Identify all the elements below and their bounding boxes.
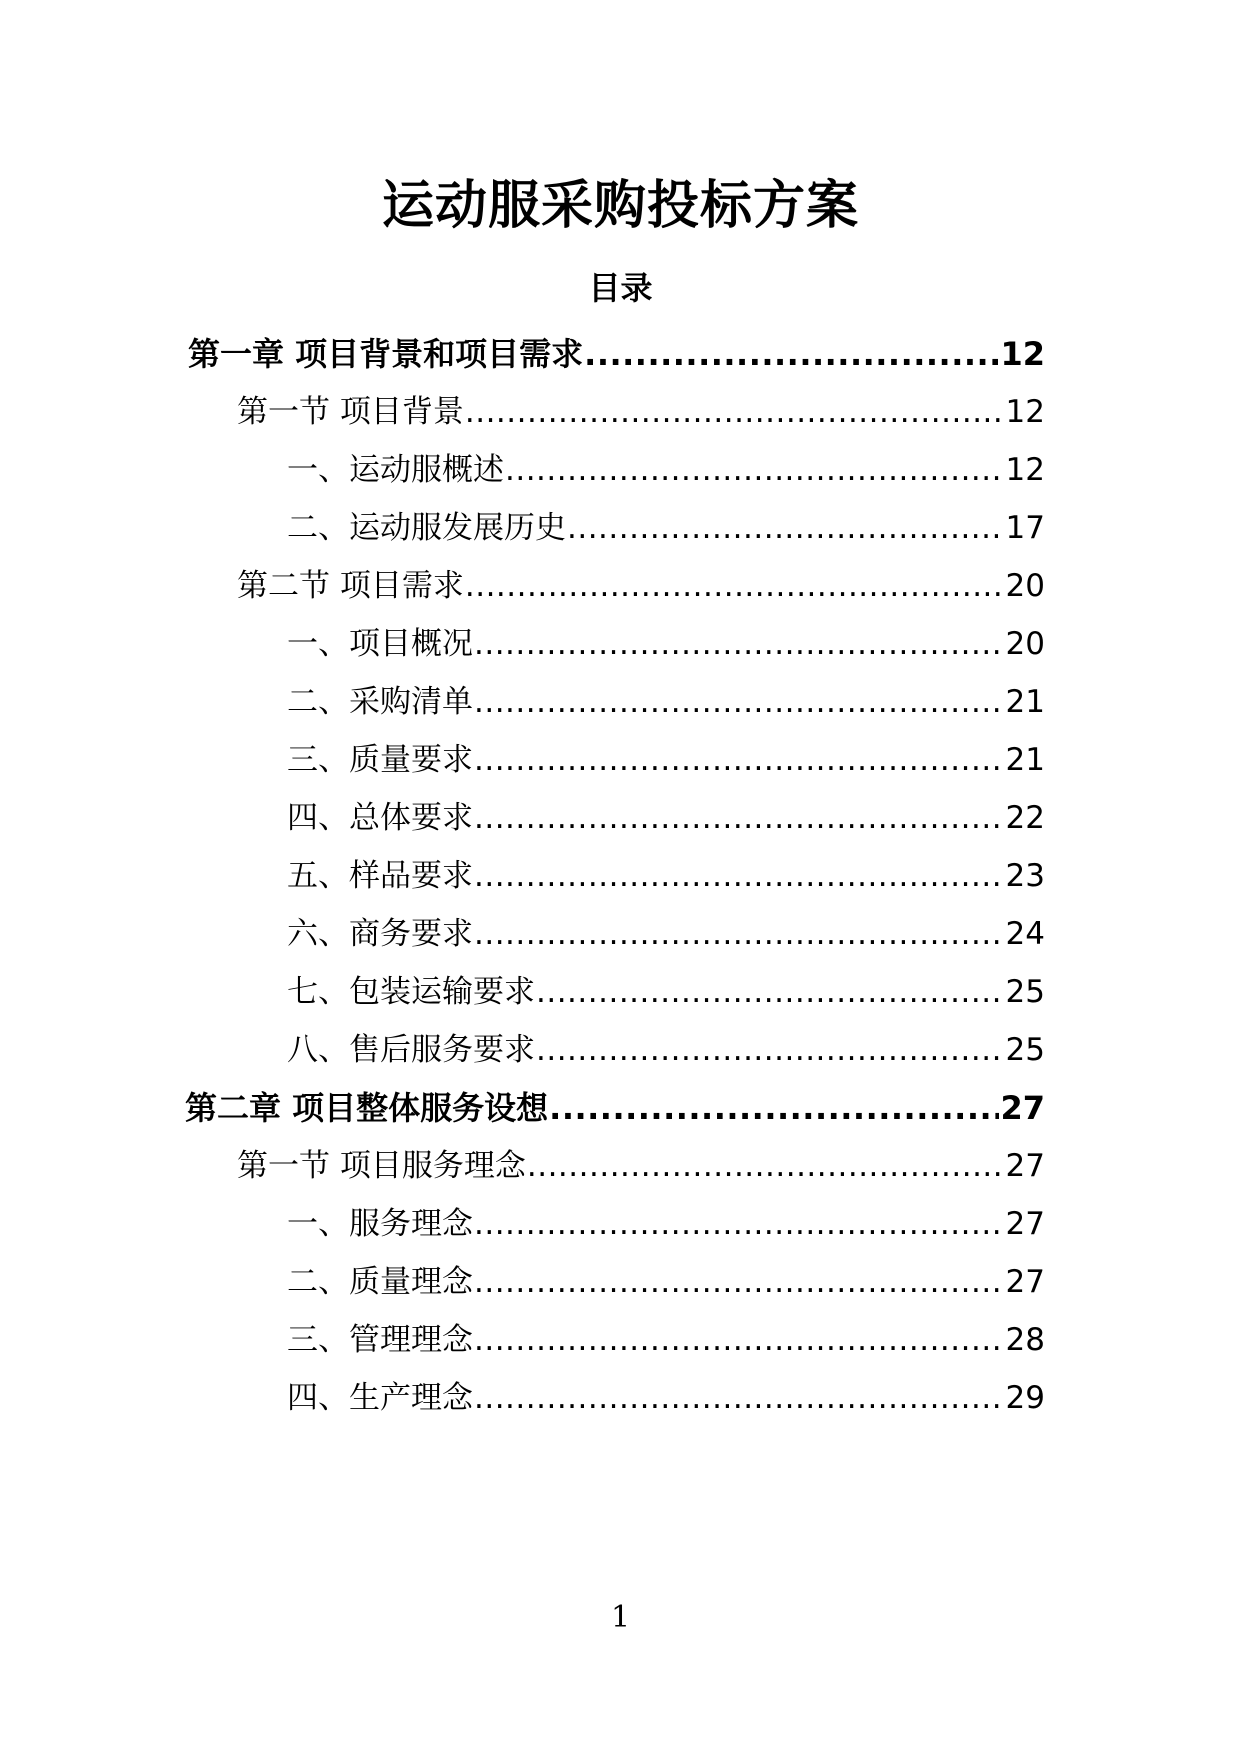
document-title: 运动服采购投标方案: [381, 176, 859, 236]
toc-entry-page: 12: [1005, 394, 1045, 430]
toc-entry-label: 第一节 项目服务理念: [237, 1148, 526, 1184]
toc-entry-label: 一、运动服概述: [287, 452, 504, 488]
dot-leader: [527, 1146, 1005, 1186]
dot-leader: [474, 1320, 1005, 1360]
toc-entry-label: 一、服务理念: [287, 1206, 473, 1242]
toc-entry-page: 25: [1005, 1032, 1045, 1068]
dot-leader: [474, 856, 1005, 896]
toc-entry-page: 20: [1005, 568, 1045, 604]
toc-entry-item[interactable]: [287, 902, 1045, 966]
toc-entry-item[interactable]: [287, 496, 1045, 560]
toc-entry-page: 20: [1005, 626, 1045, 662]
toc-entry-page: 29: [1005, 1380, 1045, 1416]
toc-entry-page: 27: [1005, 1264, 1045, 1300]
toc-entry-item[interactable]: [287, 728, 1045, 792]
toc-entry-label: 五、样品要求: [287, 858, 473, 894]
toc-entry-label: 六、商务要求: [287, 916, 473, 952]
dot-leader: [505, 450, 1005, 490]
page-number: 1: [610, 1600, 631, 1635]
toc-entry-item[interactable]: [287, 1018, 1045, 1082]
toc-entry-label: 一、项目概况: [287, 626, 473, 662]
dot-leader: [536, 972, 1005, 1012]
toc-entry-item[interactable]: [287, 960, 1045, 1024]
dot-leader: [465, 566, 1005, 606]
toc-entry-page: 27: [1005, 1148, 1045, 1184]
toc-entry-page: 12: [1000, 335, 1045, 373]
toc-entry-chapter-1[interactable]: [188, 322, 1045, 386]
dot-leader: [474, 1204, 1005, 1244]
toc-entry-label: 三、管理理念: [287, 1322, 473, 1358]
toc-heading: 目录: [588, 269, 653, 307]
toc-entry-label: 七、包装运输要求: [287, 974, 535, 1010]
dot-leader: [567, 508, 1005, 548]
dot-leader: [474, 682, 1005, 722]
toc-entry-page: 17: [1005, 510, 1045, 546]
toc-entry-label: 四、总体要求: [287, 800, 473, 836]
dot-leader: [584, 334, 999, 374]
dot-leader: [474, 624, 1005, 664]
dot-leader: [474, 740, 1005, 780]
toc-entry-page: 21: [1005, 742, 1045, 778]
dot-leader: [474, 1262, 1005, 1302]
toc-entry-label: 四、生产理念: [287, 1380, 473, 1416]
dot-leader: [474, 798, 1005, 838]
toc-entry-item[interactable]: [287, 1192, 1045, 1256]
toc-entry-page: 25: [1005, 974, 1045, 1010]
toc-entry-page: 21: [1005, 684, 1045, 720]
toc-entry-label: 二、运动服发展历史: [287, 510, 566, 546]
toc-entry-page: 27: [1000, 1089, 1045, 1127]
toc-entry-label: 三、质量要求: [287, 742, 473, 778]
toc-entry-item[interactable]: [287, 1308, 1045, 1372]
toc-entry-item[interactable]: [287, 438, 1045, 502]
toc-entry-item[interactable]: [287, 670, 1045, 734]
dot-leader: [474, 914, 1005, 954]
toc-entry-item[interactable]: [287, 1250, 1045, 1314]
toc-entry-section[interactable]: [237, 554, 1045, 618]
toc-entry-label: 第二章 项目整体服务设想: [185, 1089, 549, 1127]
toc-entry-label: 第一节 项目背景: [237, 394, 464, 430]
toc-entry-label: 二、采购清单: [287, 684, 473, 720]
toc-entry-page: 27: [1005, 1206, 1045, 1242]
toc-entry-item[interactable]: [287, 786, 1045, 850]
toc-entry-section[interactable]: [237, 1134, 1045, 1198]
toc-entry-label: 第一章 项目背景和项目需求: [188, 335, 584, 373]
toc-entry-section[interactable]: [237, 380, 1045, 444]
toc-entry-page: 24: [1005, 916, 1045, 952]
toc-entry-label: 八、售后服务要求: [287, 1032, 535, 1068]
toc-entry-label: 第二节 项目需求: [237, 568, 464, 604]
toc-entry-chapter-2[interactable]: [185, 1076, 1045, 1140]
toc-entry-page: 12: [1005, 452, 1045, 488]
toc-entry-page: 28: [1005, 1322, 1045, 1358]
dot-leader: [474, 1378, 1005, 1418]
dot-leader: [536, 1030, 1005, 1070]
toc-entry-page: 23: [1005, 858, 1045, 894]
dot-leader: [465, 392, 1005, 432]
toc-entry-page: 22: [1005, 800, 1045, 836]
toc-entry-item[interactable]: [287, 844, 1045, 908]
dot-leader: [549, 1088, 999, 1128]
toc-entry-label: 二、质量理念: [287, 1264, 473, 1300]
toc-entry-item[interactable]: [287, 1366, 1045, 1430]
toc-entry-item[interactable]: [287, 612, 1045, 676]
